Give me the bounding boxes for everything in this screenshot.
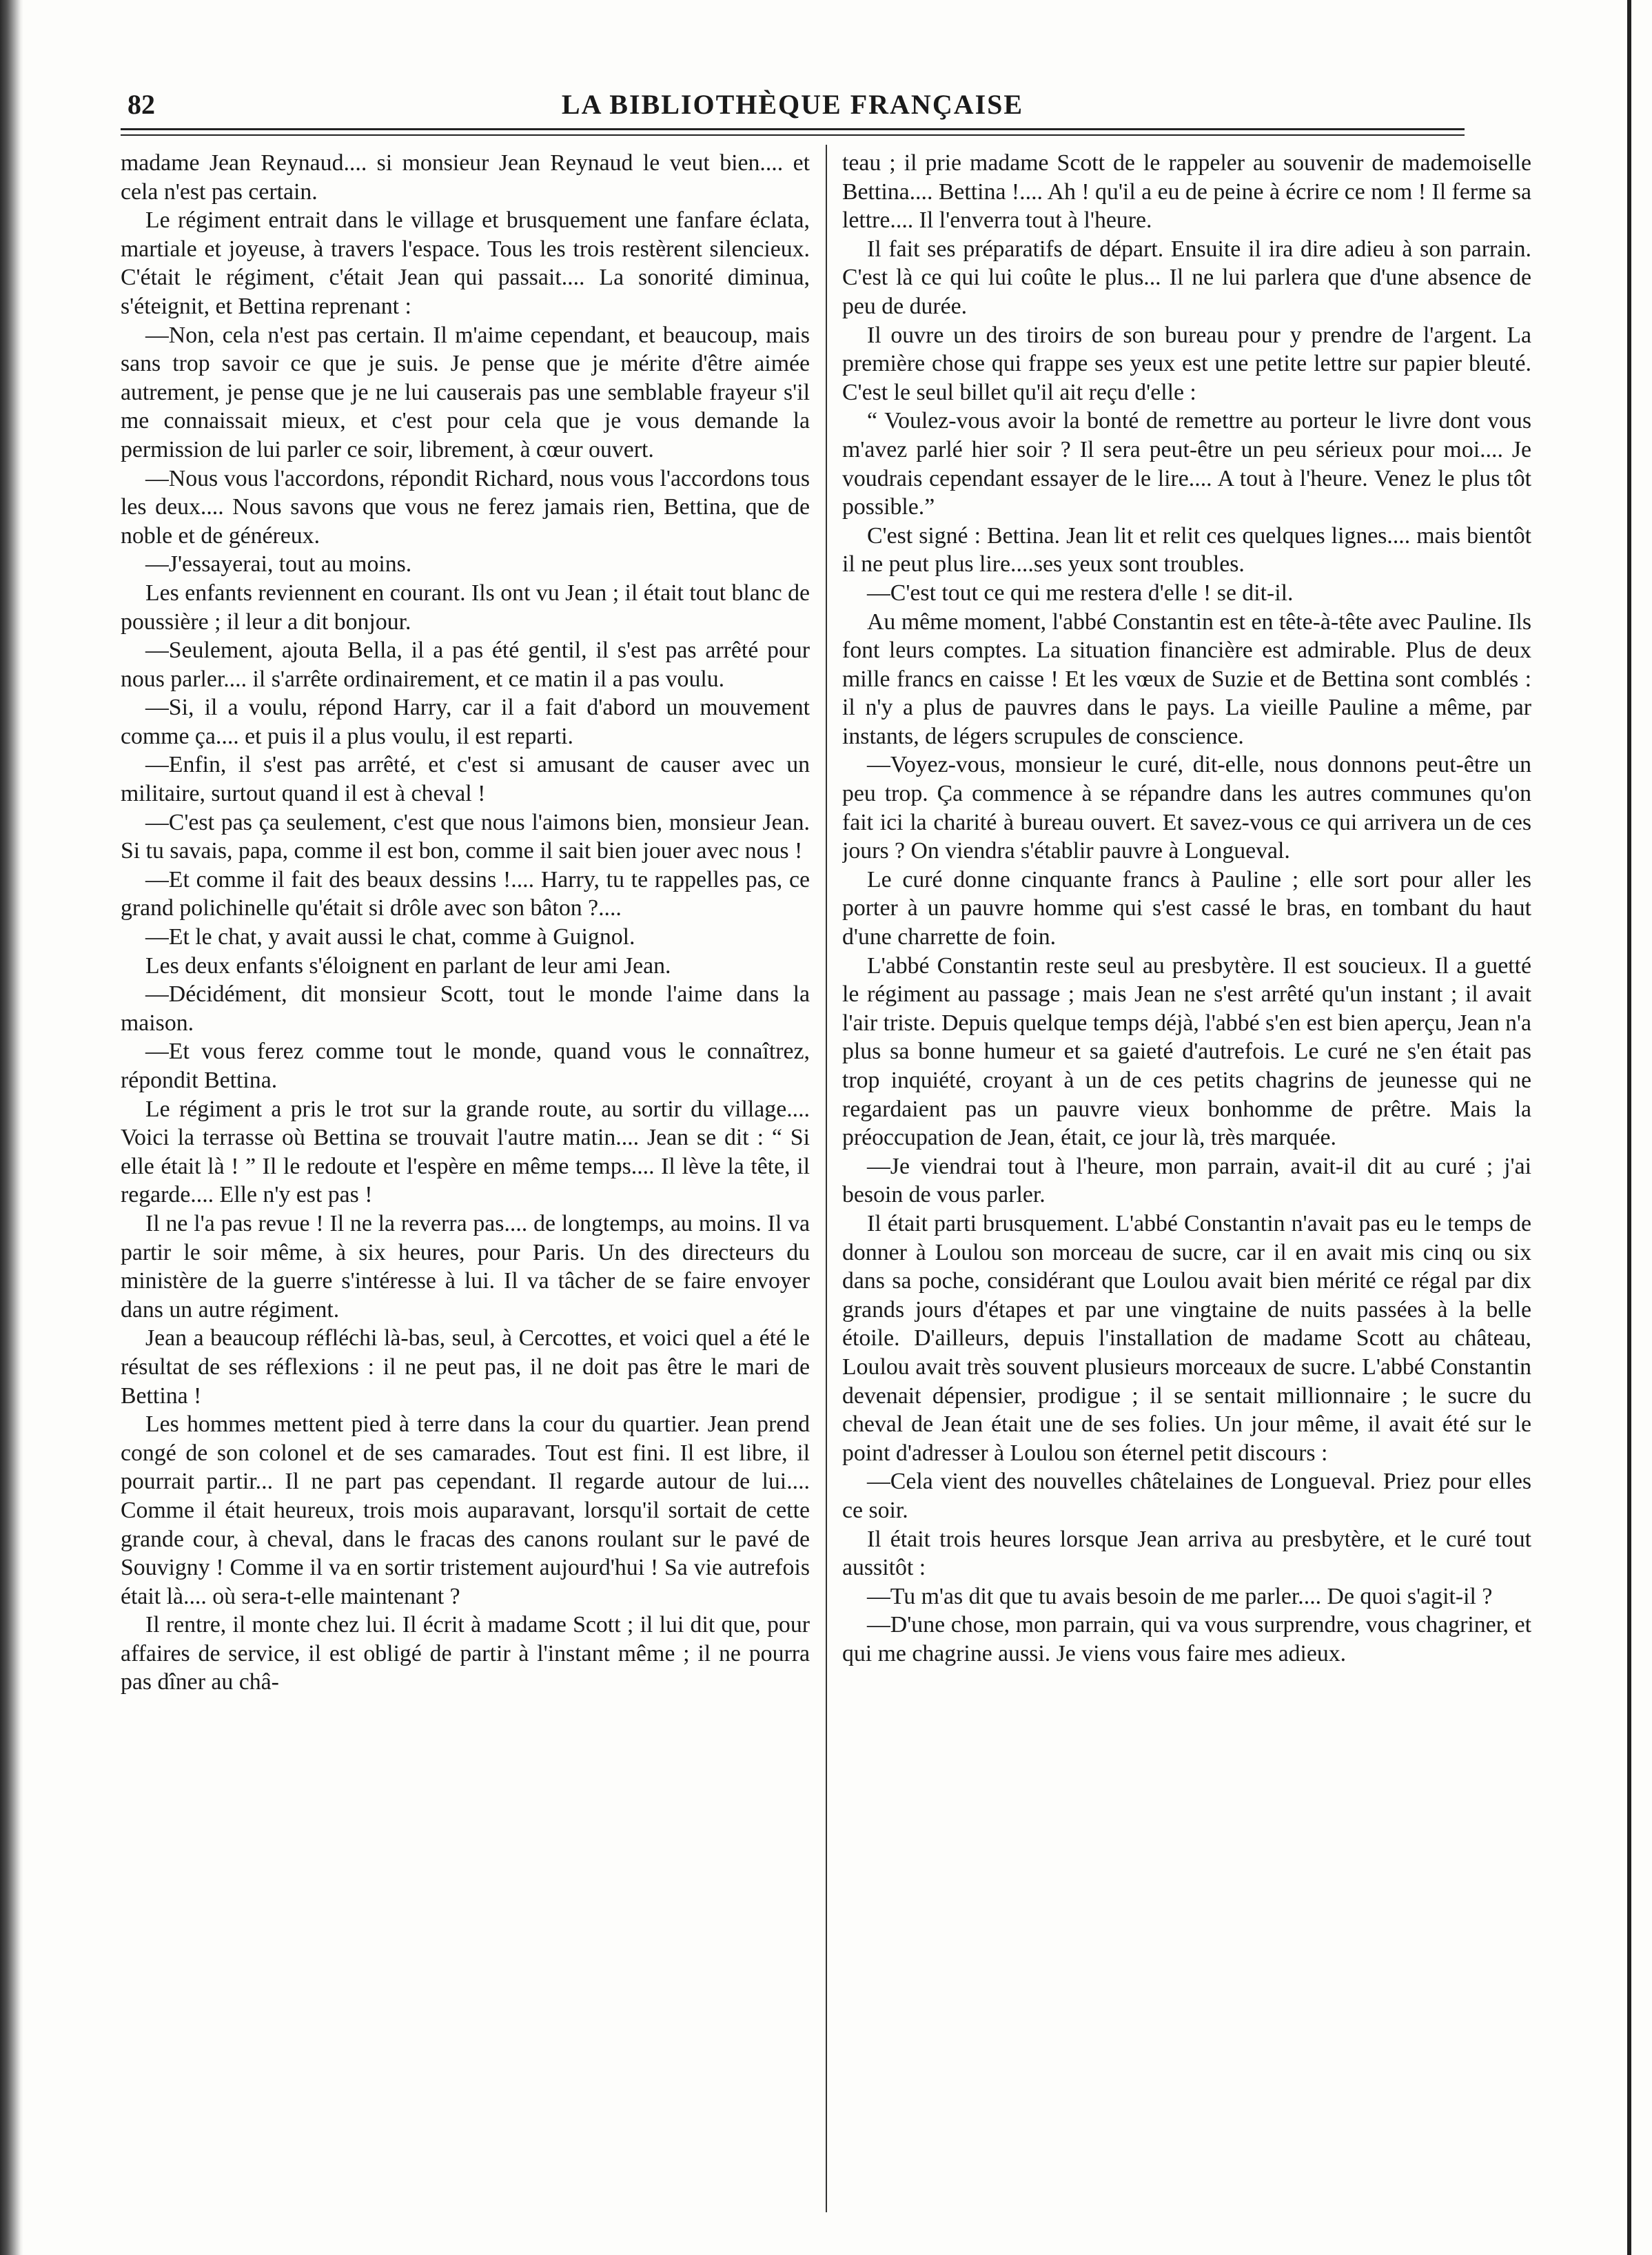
paragraph: Il était trois heures lorsque Jean arriva au presbytère, et le curé tout aussitôt :	[842, 1526, 1531, 1581]
paragraph: madame Jean Reynaud.... si monsieur Jean Reynaud le veut bien.... et cela n'est pas certain.	[121, 150, 810, 205]
paragraph: —Et vous ferez comme tout le monde, quand vous le connaîtrez, répondit Bettina.	[121, 1039, 810, 1093]
paragraph: —Nous vous l'accordons, répondit Richard, nous vous l'accordons tous les deux.... Nous savons que vous ne ferez jamais rien, Bettina, que de noble et de généreux.	[121, 465, 810, 549]
paragraph: —Si, il a voulu, répond Harry, car il a fait d'abord un mouvement comme ça.... et puis il a plus voulu, il est reparti.	[121, 695, 810, 749]
text-column-left	[121, 149, 810, 2210]
paragraph: —Décidément, dit monsieur Scott, tout le monde l'aime dans la maison.	[121, 981, 810, 1036]
running-title: LA BIBLIOTHÈQUE FRANÇAISE	[561, 89, 1024, 120]
paragraph: Au même moment, l'abbé Constantin est en tête-à-tête avec Pauline. Ils font leurs comptes. La situation financière est admirable. Plus de deux mille francs en caisse ! Et les vœux de Suzie et de Bettina sont comblés : il n'y a plus de pauvres dans le pays. La vieille Pauline a même, par instants, de légers scrupules de conscience.	[842, 609, 1531, 749]
paragraph: Le curé donne cinquante francs à Pauline ; elle sort pour aller les porter à un pauvre homme qui s'est cassé le bras, en tombant du haut d'une charrette de foin.	[842, 866, 1531, 950]
header-rule-top	[121, 128, 1465, 130]
paragraph: Il était parti brusquement. L'abbé Constantin n'avait pas eu le temps de donner à Loulou son morceau de sucre, car il en avait mis cinq ou six dans sa poche, considérant que Loulou avait bien mérité ce régal par dix grands jours d'étapes et par une vingtaine de nuits passées à la belle étoile. D'ailleurs, depuis l'installation de madame Scott au château, Loulou avait très souvent plusieurs morceaux de sucre. L'abbé Constantin devenait dépensier, prodigue ; il se sentait millionnaire ; le sucre du cheval de Jean était une de ses folies. Un jour même, il avait été sur le point d'adresser à Loulou son éternel petit discours :	[842, 1210, 1531, 1466]
paragraph: L'abbé Constantin reste seul au presbytère. Il est soucieux. Il a guetté le régiment au passage ; mais Jean ne s'est arrêté qu'un instant ; il avait l'air triste. Depuis quelque temps déjà, l'abbé s'en est bien aperçu, Jean n'a plus sa bonne humeur et sa gaieté d'autrefois. Le curé ne s'en était pas trop inquiété, croyant à un de ces petits chagrins de jeunesse qui ne regardaient pas un pauvre vieux bonhomme de prêtre. Mais la préoccupation de Jean, était, ce jour là, très marquée.	[842, 952, 1531, 1151]
paragraph: Il ne l'a pas revue ! Il ne la reverra pas.... de longtemps, au moins. Il va partir le soir même, à six heures, pour Paris. Un des directeurs du ministère de la guerre s'intéresse à lui. Il va tâcher de se faire envoyer dans un autre régiment.	[121, 1210, 810, 1323]
paragraph: Les deux enfants s'éloignent en parlant de leur ami Jean.	[145, 952, 671, 979]
paragraph: —J'essayerai, tout au moins.	[145, 551, 412, 578]
paragraph: —Tu m'as dit que tu avais besoin de me parler.... De quoi s'agit-il ?	[867, 1583, 1493, 1609]
paragraph: —Et comme il fait des beaux dessins !.... Harry, tu te rappelles pas, ce grand polichinelle qu'était si drôle avec son bâton ?....	[121, 866, 810, 921]
paragraph: —Cela vient des nouvelles châtelaines de Longueval. Priez pour elles ce soir.	[842, 1469, 1531, 1523]
paragraph: —Je viendrai tout à l'heure, mon parrain, avait-il dit au curé ; j'ai besoin de vous parler.	[842, 1153, 1531, 1208]
paragraph: —C'est pas ça seulement, c'est que nous l'aimons bien, monsieur Jean. Si tu savais, papa, comme il est bon, comme il sait bien jouer avec nous !	[121, 809, 810, 864]
paragraph: Il fait ses préparatifs de départ. Ensuite il ira dire adieu à son parrain. C'est là ce qui lui coûte le plus... Il ne lui parlera que d'une absence de peu de durée.	[842, 236, 1531, 319]
paragraph: Le régiment entrait dans le village et brusquement une fanfare éclata, martiale et joyeuse, à travers l'espace. Tous les trois restèrent silencieux. C'était le régiment, c'était Jean qui passait.... La sonorité diminua, s'éteignit, et Bettina reprenant :	[121, 207, 810, 319]
binding-shadow	[0, 0, 23, 2255]
paragraph: Il rentre, il monte chez lui. Il écrit à madame Scott ; il lui dit que, pour affaires de service, il est obligé de partir à l'instant même ; il ne pourra pas dîner au châ-	[121, 1612, 810, 1695]
paragraph: —Enfin, il s'est pas arrêté, et c'est si amusant de causer avec un militaire, surtout quand il est à cheval !	[121, 752, 810, 807]
paragraph: Le régiment a pris le trot sur la grande route, au sortir du village.... Voici la terrasse où Bettina se trouvait l'autre matin.... Jean se dit : “ Si elle était là ! ” Il le redoute et l'espère en même temps.... Il lève la tête, il regarde.... Elle n'y est pas !	[121, 1096, 810, 1208]
paragraph: Les enfants reviennent en courant. Ils ont vu Jean ; il était tout blanc de poussière ; il leur a dit bonjour.	[121, 580, 810, 635]
paragraph: —D'une chose, mon parrain, qui va vous surprendre, vous chagriner, et qui me chagrine aussi. Je viens vous faire mes adieux.	[842, 1612, 1531, 1666]
paragraph: Les hommes mettent pied à terre dans la cour du quartier. Jean prend congé de son colonel et de ses camarades. Tout est fini. Il est libre, il pourrait partir... Il ne part pas cependant. Il regarde autour de lui.... Comme il était heureux, trois mois auparavant, lorsqu'il sortait de cette grande cour, à cheval, dans le fracas des canons roulant sur le pavé de Souvigny ! Comme il va en sortir tristement aujourd'hui ! Sa vie autrefois était là.... où sera-t-elle maintenant ?	[121, 1411, 810, 1609]
paragraph: —C'est tout ce qui me restera d'elle ! se dit-il.	[867, 580, 1294, 606]
page-header	[128, 88, 1458, 130]
text-column-right	[842, 149, 1531, 2210]
page-number: 82	[128, 89, 155, 120]
header-rule-bottom	[121, 134, 1465, 136]
paragraph: Jean a beaucoup réfléchi là-bas, seul, à Cercottes, et voici quel a été le résultat de ses réflexions : il ne peut pas, il ne doit pas être le mari de Bettina !	[121, 1325, 810, 1409]
paragraph: —Seulement, ajouta Bella, il a pas été gentil, il s'est pas arrêté pour nous parler.... il s'arrête ordinairement, et ce matin il a pas voulu.	[121, 637, 810, 692]
paragraph: Il ouvre un des tiroirs de son bureau pour y prendre de l'argent. La première chose qui frappe ses yeux est une petite lettre sur papier bleuté. C'est le seul billet qu'il ait reçu d'elle :	[842, 322, 1531, 405]
paragraph: —Voyez-vous, monsieur le curé, dit-elle, nous donnons peut-être un peu trop. Ça commence à se répandre dans les autres communes qu'on fait ici la charité à bureau ouvert. Et savez-vous ce qui arrivera un de ces jours ? On viendra s'établir pauvre à Longueval.	[842, 752, 1531, 864]
page-edge-line	[1627, 0, 1631, 2255]
paragraph: —Et le chat, y avait aussi le chat, comme à Guignol.	[145, 924, 635, 950]
paragraph: C'est signé : Bettina. Jean lit et relit ces quelques lignes.... mais bientôt il ne peut plus lire....ses yeux sont troubles.	[842, 522, 1531, 578]
paragraph: teau ; il prie madame Scott de le rappeler au souvenir de mademoiselle Bettina.... Bettina !.... Ah ! qu'il a eu de peine à écrire ce nom ! Il ferme sa lettre.... Il l'enverra tout à l'heure.	[842, 150, 1531, 234]
paragraph: —Non, cela n'est pas certain. Il m'aime cependant, et beaucoup, mais sans trop savoir ce que je suis. Je pense que je mérite d'être aimée autrement, je pense que je ne lui causerais pas une semblable frayeur s'il me connaissait mieux, et c'est pour cela que je vous demande la permission de lui parler ce soir, librement, à cœur ouvert.	[121, 322, 810, 462]
column-divider	[826, 145, 827, 2212]
paragraph: “ Voulez-vous avoir la bonté de remettre au porteur le livre dont vous m'avez parlé hier soir ? Il sera peut-être un peu sérieux pour moi.... Je voudrais cependant essayer de le lire.... A tout à l'heure. Venez le plus tôt possible.”	[842, 408, 1531, 520]
